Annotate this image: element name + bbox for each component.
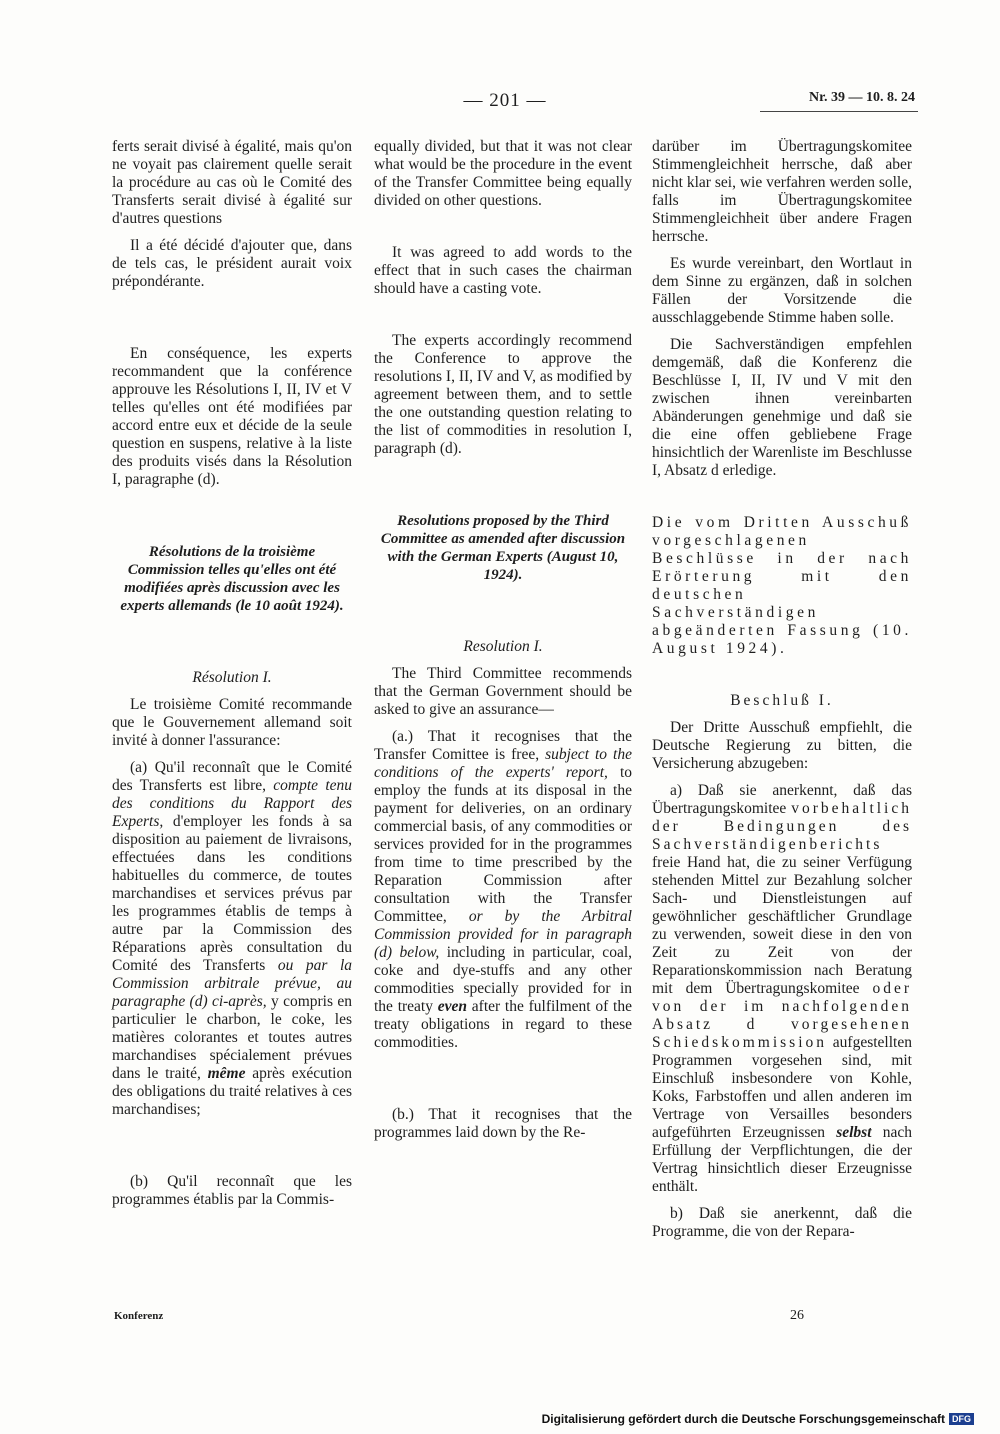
en-paragraph-1: equally divided, but that it was not clear what would be the procedure in the event of the Transfer Committee being equally divided on other questions. <box>374 138 632 209</box>
fr-paragraph-3: En conséquence, les experts recommandent que la conférence approuve les Résolutions I, II, IV et V telles qu'elles ont été modifiées par accord entre eux et décide de la seule question en suspens, relative à la liste des produits visés dans la Résolution I, paragraphe (d). <box>112 345 352 488</box>
fr-paragraph-b: (b) Qu'il reconnaît que les programmes établis par la Commis- <box>112 1173 352 1208</box>
footer-signature: Konferenz <box>114 1310 164 1322</box>
de-resolution-heading: Beschluß I. <box>730 692 834 709</box>
digitization-credit <box>542 1412 974 1426</box>
credit-text: Digitalisierung gefördert durch die Deutsche Forschungsgemeinschaft <box>541 1412 945 1426</box>
issue-reference: Nr. 39 — 10. 8. 24 <box>808 90 915 105</box>
page-number: — 201 — <box>463 90 547 111</box>
fr-paragraph-1: ferts serait divisé à égalité, mais qu'on ne voyait pas clairement quelle serait la procédure au cas où le Comité des Transferts serait divisé à égalité sur d'autres questions <box>112 138 352 227</box>
fr-resolutions-title: Résolutions de la troisième Commission telles qu'elles ont été modifiées après discussion avec les experts allemands (le 10 août 1924). <box>120 544 344 614</box>
french-column <box>112 138 352 1209</box>
en-resolution-heading: Resolution I. <box>463 638 543 655</box>
german-column <box>652 138 912 1241</box>
de-paragraph-b: b) Daß sie anerkennt, daß die Programme, die von der Repara- <box>652 1205 912 1240</box>
de-paragraph-2: Es wurde vereinbart, den Wortlaut in dem Sinne zu ergänzen, daß in solchen Fällen der Vorsitzende die ausschlaggebende Stimme haben solle. <box>652 255 912 326</box>
dfg-logo: DFG <box>949 1413 974 1425</box>
en-paragraph-b: (b.) That it recognises that the programmes laid down by the Re- <box>374 1106 632 1141</box>
en-paragraph-a: (a.) That it recognises that the Transfer Comittee is free, subject to the conditions of the experts' report, to employ the funds at its disposal in the payment for deliveries, on an ordinary commercial basis, of any commodities or services provided for in the programmes from time to time prescribed by the Reparation Commission after consultation with the Transfer Committee, or by the Arbitral Commission provided for in paragraph (d) below, including in particular, coal, coke and dye-stuffs and any other commodities specially provided for in the treaty even after the fulfilment of the treaty obligations in regard to these commodities. <box>374 728 633 1051</box>
en-paragraph-3: The experts accordingly recommend the Conference to approve the resolutions I, II, IV and V, as modified by agreement between them, and to settle the one outstanding question relating to the list of commodities in resolution I, paragraph (d). <box>374 332 632 457</box>
en-resolutions-title: Resolutions proposed by the Third Committee as amended after discussion with the German Experts (August 10, 1924). <box>380 513 626 583</box>
english-column <box>374 138 632 1142</box>
de-paragraph-4: Der Dritte Ausschuß empfiehlt, die Deutsche Regierung zu bitten, die Versicherung abzugeben: <box>652 719 912 772</box>
de-paragraph-1: darüber im Übertragungskomitee Stimmengleichheit herrsche, daß aber nicht klar sei, wie verfahren werden solle, falls im Übertragungskomitee Stimmengleichheit über andere Fragen herrsche. <box>652 138 912 245</box>
fr-resolution-heading: Résolution I. <box>192 669 272 686</box>
en-paragraph-4: The Third Committee recommends that the German Government should be asked to give an assurance— <box>374 665 632 718</box>
en-paragraph-2: It was agreed to add words to the effect that in such cases the chairman should have a casting vote. <box>374 244 632 297</box>
header-rule <box>760 111 918 112</box>
de-paragraph-a: a) Daß sie anerkennt, daß das Übertragungskomitee vorbehaltlich der Bedingungen des Sachverständigenberichts freie Hand hat, die zu seiner Verfügung stehenden Mittel zur Bezahlung solcher Sach- und Dienstleistungen auf gewöhnlicher geschäftlicher Grundlage zu verwenden, soweit diese in den von Zeit zu Zeit von der Reparationskommission nach Beratung mit dem Übertragungskomitee oder von der im nachfolgenden Absatz d vorgesehenen Schiedskommission aufgestellten Programmen vorgesehen sind, mit Einschluß insbesondere von Kohle, Koks, Farbstoffen und allen anderen im Vertrage von Versailles besonders aufgeführten Erzeugnissen selbst nach Erfüllung der Verpflichtungen, die der Vertrag hinsichtlich dieser Erzeugnisse enthält. <box>652 782 912 1195</box>
fr-paragraph-a: (a) Qu'il reconnaît que le Comité des Transferts est libre, compte tenu des conditions du Rapport des Experts, d'employer les fonds à sa disposition au paiement de livraisons, effectuées dans les conditions habituelles du commerce, de toutes marchandises et services prévus par les programmes établis de temps à autre par la Commission des Réparations après consultation du Comité des Transferts ou par la Commission arbitrale prévue, au paragraphe (d) ci-après, y compris en particulier le charbon, le coke, les matières colorantes et toutes autres marchandises spécialement prévues dans le traité, même après exécution des obligations du traité relatives à ces marchandises; <box>112 759 353 1118</box>
sheet-number: 26 <box>790 1308 804 1323</box>
de-paragraph-3: Die Sachverständigen empfehlen demgemäß, daß die Konferenz die Beschlüsse I, II, IV und V mit den zwischen ihnen vereinbarten Abänderungen genehmige und daß sie die eine offen gebliebene Frage hinsichtlich der Warenliste im Beschlusse I, Absatz d erledige. <box>652 336 912 479</box>
fr-paragraph-2: Il a été décidé d'ajouter que, dans de tels cas, le président aurait voix prépondérante. <box>112 237 352 290</box>
de-resolutions-title: Die vom Dritten Ausschuß vorgeschlagenen Beschlüsse in der nach Erörterung mit den deutschen Sachverständigen abgeänderten Fassung (10. August 1924). <box>652 514 912 657</box>
fr-paragraph-4: Le troisième Comité recommande que le Gouvernement allemand soit invité à donner l'assurance: <box>112 696 352 749</box>
